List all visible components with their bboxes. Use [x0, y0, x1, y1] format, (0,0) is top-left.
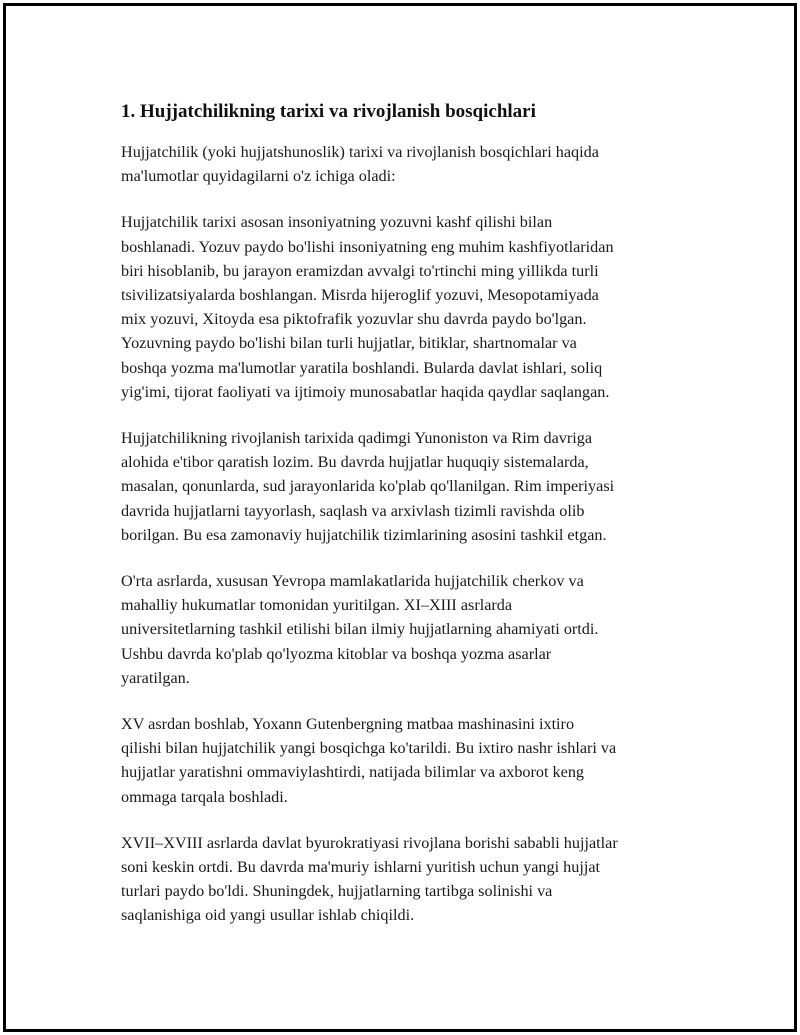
paragraph-bureaucracy: XVII–XVIII asrlarda davlat byurokratiyasi rivojlana borishi sababli hujjatlar soni keskin ortdi. Bu davrda ma'muriy ishlarni yuritish uchun yangi hujjat turlari paydo bo'ldi. Shuningdek, hujjatlarning tartibga solinishi va saqlanishiga oid yangi usullar ishlab chiqildi.	[121, 833, 618, 925]
paragraph-middle-ages: O'rta asrlarda, xususan Yevropa mamlakatlarida hujjatchilik cherkov va mahalliy hukumatlar tomonidan yuritilgan. XI–XIII asrlarda universitetlarning tashkil etilishi bilan ilmiy hujjatlarning ahamiyati ortdi. Ushbu davrda ko'plab qo'lyozma kitoblar va boshqa yozma asarlar yaratilgan.	[121, 572, 599, 687]
document-body	[121, 98, 701, 950]
section-title: 1. Hujjatchilikning tarixi va rivojlanish bosqichlari	[121, 101, 536, 122]
page-frame	[3, 3, 797, 1032]
paragraph-printing-press: XV asrdan boshlab, Yoxann Gutenbergning matbaa mashinasini ixtiro qilishi bilan hujjatchilik yangi bosqichga ko'tarildi. Bu ixtiro nashr ishlari va hujjatlar yaratishni ommaviylashtirdi, natijada bilimlar va axborot keng ommaga tarqala boshladi.	[121, 715, 617, 806]
paragraph-greece-rome: Hujjatchilikning rivojlanish tarixida qadimgi Yunoniston va Rim davriga alohida e'tibor qaratish lozim. Bu davrda hujjatlar huquqiy sistemalarda, masalan, qonunlarda, sud jarayonlarida ko'plab qo'llanilgan. Rim imperiyasi davrida hujjatlarni tayyorlash, saqlash va arxivlash tizimli ravishda olib borilgan. Bu esa zamonaviy hujjatchilik tizimlarining asosini tashkil etgan.	[121, 429, 615, 544]
paragraph-writing-origins: Hujjatchilik tarixi asosan insoniyatning yozuvni kashf qilishi bilan boshlanadi. Yozuv paydo bo'lishi insoniyatning eng muhim kashfiyotlaridan biri hisoblanib, bu jarayon eramizdan avvalgi to'rtinchi ming yillikda turli tsivilizatsiyalarda boshlangan. Misrda hijeroglif yozuvi, Mesopotamiyada mix yozuvi, Xitoyda esa piktofrafik yozuvlar shu davrda paydo bo'lgan. Yozuvning paydo bo'lishi bilan turli hujjatlar, bitiklar, shartnomalar va boshqa yozma ma'lumotlar yaratila boshlandi. Bularda davlat ishlari, soliq yig'imi, tijorat faoliyati va ijtimoiy munosabatlar haqida qaydlar saqlangan.	[121, 213, 614, 401]
paragraph-intro: Hujjatchilik (yoki hujjatshunoslik) tarixi va rivojlanish bosqichlari haqida ma'lumotlar quyidagilarni o'z ichiga oladi:	[121, 143, 599, 186]
